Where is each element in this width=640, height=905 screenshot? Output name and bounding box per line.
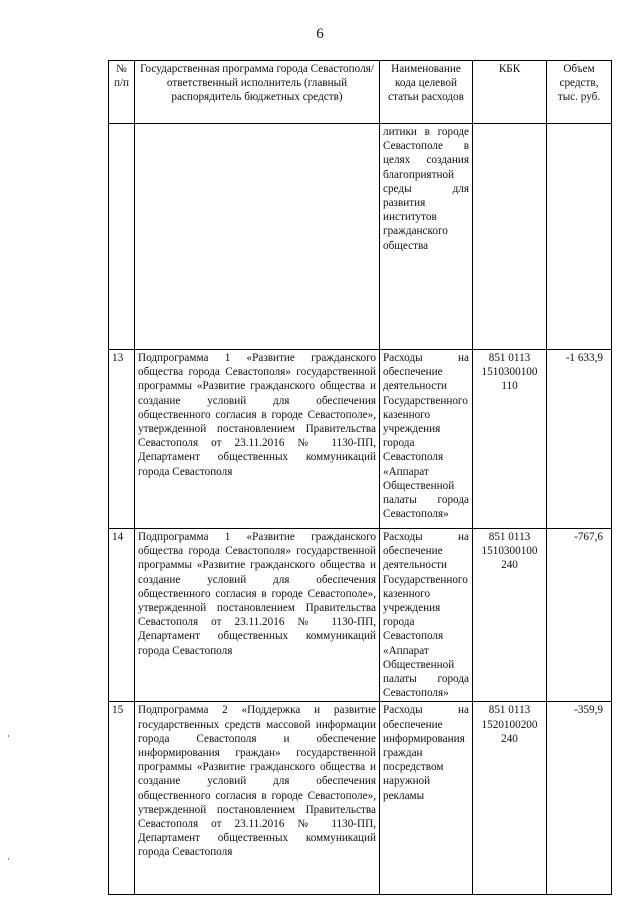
- cell-num: 14: [109, 529, 135, 702]
- cell-num: 13: [109, 350, 135, 529]
- cell-name: Расходы на обеспечение деятельности Государственного казенного учреждения города Севастополя «Аппарат Общественной палаты города Севастополя»: [380, 529, 473, 702]
- cell-program: Подпрограмма 2 «Поддержка и развитие государственных средств массовой информации города Севастополя и обеспечение информирования граждан» государственной программы «Развитие гражданского общества и создание условий для обеспечения общественного согласия в городе Севастополе», утвержденной постановлением Правительства Севастополя от 23.11.2016 № 1130-ПП, Департамент общественных коммуникаций города Севастополя: [135, 702, 380, 895]
- cell-program: Подпрограмма 1 «Развитие гражданского общества города Севастополя» государственной программы «Развитие гражданского общества и создание условий для обеспечения общественного согласия в городе Севастополе», утвержденной постановлением Правительства Севастополя от 23.11.2016 № 1130-ПП, Департамент общественных коммуникаций города Севастополя: [135, 350, 380, 529]
- cell-num: 15: [109, 702, 135, 895]
- cell-sum: [547, 124, 612, 350]
- kbk-line: 1520100200: [481, 718, 538, 731]
- header-num: № п/п: [109, 61, 135, 124]
- kbk-line: 240: [501, 559, 518, 572]
- kbk-line: 240: [501, 732, 518, 745]
- margin-mark: [8, 858, 9, 860]
- kbk-line: 851 0113: [488, 704, 531, 717]
- cell-sum: -1 633,9: [547, 350, 612, 529]
- kbk-line: 110: [501, 380, 518, 393]
- table-row: [109, 702, 612, 895]
- cell-name-continuation: литики в городе Севастополе в целях создания благоприятной среды для развития институтов гражданского общества: [380, 124, 473, 350]
- table-header-row: [109, 61, 612, 124]
- cell-sum: -767,6: [547, 529, 612, 702]
- header-sum: Объем средств, тыс. руб.: [547, 61, 612, 124]
- cell-name: Расходы на обеспечение деятельности Государственного казенного учреждения города Севастополя «Аппарат Общественной палаты города Севастополя»: [380, 350, 473, 529]
- budget-table: [108, 60, 612, 895]
- cell-name: Расходы на обеспечение информирования граждан посредством наружной рекламы: [380, 702, 473, 895]
- cell-kbk: [473, 350, 547, 529]
- cell-kbk: [473, 702, 547, 895]
- cell-program: Подпрограмма 1 «Развитие гражданского общества города Севастополя» государственной программы «Развитие гражданского общества и создание условий для обеспечения общественного согласия в городе Севастополе», утвержденной постановлением Правительства Севастополя от 23.11.2016 № 1130-ПП, Департамент общественных коммуникаций города Севастополя: [135, 529, 380, 702]
- header-program: Государственная программа города Севастополя/ответственный исполнитель (главный распорядитель бюджетных средств): [135, 61, 380, 124]
- kbk-line: 1510300100: [481, 366, 538, 379]
- table-row: [109, 350, 612, 529]
- header-name: Наименование кода целевой статьи расходов: [380, 61, 473, 124]
- kbk-line: 851 0113: [488, 531, 531, 543]
- header-kbk: КБК: [473, 61, 547, 124]
- page-number: 6: [316, 26, 324, 42]
- margin-mark: [8, 735, 9, 737]
- cell-program: [135, 124, 380, 350]
- kbk-line: 851 0113: [488, 352, 531, 364]
- cell-num: [109, 124, 135, 350]
- table-row: [109, 529, 612, 702]
- cell-kbk: [473, 529, 547, 702]
- table-row-continuation: [109, 124, 612, 350]
- cell-sum: -359,9: [547, 702, 612, 895]
- cell-kbk: [473, 124, 547, 350]
- kbk-line: 1510300100: [481, 545, 538, 558]
